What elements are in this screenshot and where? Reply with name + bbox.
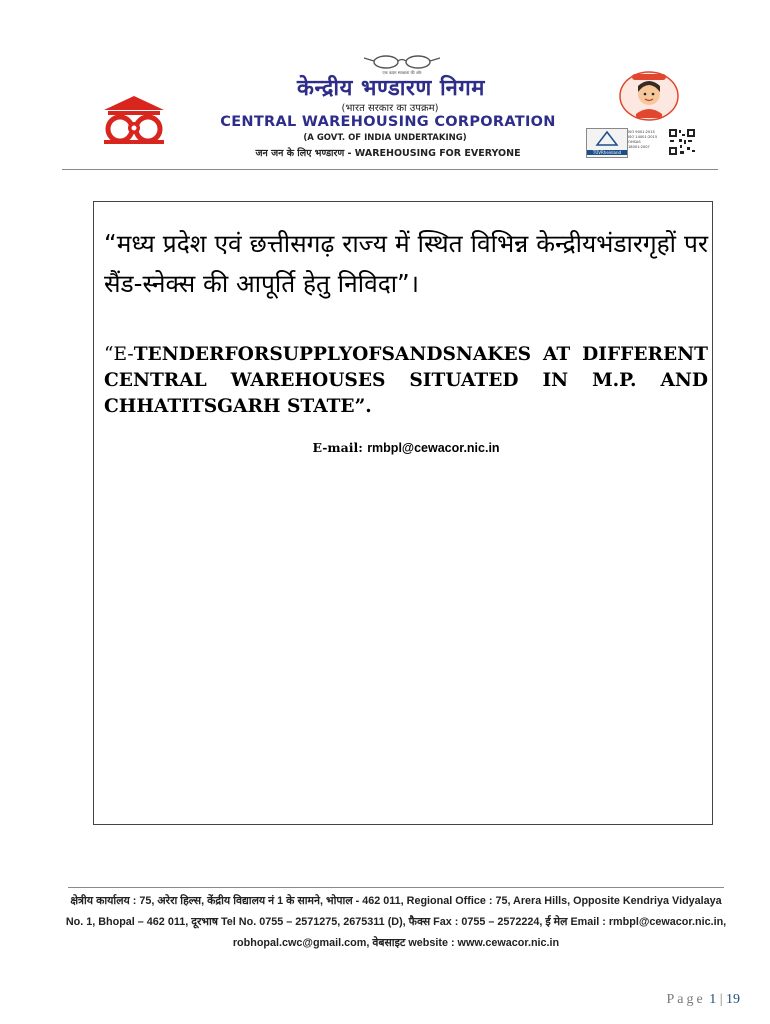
cwc-logo-icon — [98, 94, 170, 146]
email-label: E-mail: — [312, 440, 363, 455]
org-tagline: जन जन के लिए भण्डारण - WAREHOUSING FOR EVERYONE — [255, 148, 521, 159]
iso-line: ISO 9001:2015 — [628, 130, 655, 134]
emblem-caption: एक कदम स्वच्छता की ओर — [382, 70, 422, 75]
iso-line: OHSAS — [628, 140, 641, 144]
page-number — [600, 992, 740, 1008]
letterhead — [0, 0, 770, 172]
tuv-label: TÜVRheinland — [587, 150, 627, 155]
regional-office-address — [64, 891, 728, 954]
tuv-certification-badge — [586, 128, 628, 158]
page-word: Page — [666, 992, 706, 1007]
iso-line: 18001:2007 — [628, 145, 650, 149]
iso-line: ISO 14001:2015 — [628, 135, 658, 139]
footer-divider — [68, 887, 724, 888]
hindi-tender-title: “मध्य प्रदेश एवं छत्तीसगढ़ राज्य में स्थित विभिन्न केन्द्रीयभंडारगृहों पर सैंड-स्नेक्स की आपूर्ति हेतु निविदा”। — [104, 229, 708, 298]
english-org-subtitle: (A GOVT. OF INDIA UNDERTAKING) — [303, 133, 467, 143]
iso-certification-list — [628, 130, 666, 150]
beti-bachao-mascot-icon — [618, 70, 680, 122]
footer-line: No. 1, Bhopal – 462 011, दूरभाष Tel No. 0755 – 2571275, 2675311 (D), फैक्स Fax : 0755 – 2572224, ई मेल Email : rmbpl@cewacor.nic.in, — [65, 916, 727, 928]
english-tender-title — [104, 342, 708, 420]
english-title-body: TENDERFORSUPPLYOFSANDSNAKES AT DIFFERENT CENTRAL WAREHOUSES SITUATED IN M.P. AND CHHATITSGARH STATE”. — [104, 344, 708, 417]
contact-email-line — [104, 440, 708, 455]
footer-line: क्षेत्रीय कार्यालय : 75, अरेरा हिल्स, केंद्रीय विद्यालय नं 1 के सामने, भोपाल - 462 011, Regional Office : 75, Arera Hills, Opposite Kendriya Vidyalaya — [70, 895, 722, 907]
hindi-org-name: केन्द्रीय भण्डारण निगम — [297, 76, 485, 101]
tuv-triangle-icon — [587, 129, 627, 147]
qr-code-icon — [668, 128, 696, 156]
english-org-name: CENTRAL WAREHOUSING CORPORATION — [220, 114, 556, 130]
glasses-icon — [356, 54, 448, 70]
page-separator: | — [719, 992, 723, 1007]
hindi-org-subtitle: (भारत सरकार का उपक्रम) — [341, 103, 439, 114]
footer-line: robhopal.cwc@gmail.com, वेबसाइट website : www.cewacor.nic.in — [232, 937, 560, 949]
header-divider — [62, 169, 718, 170]
total-pages: 19 — [726, 992, 740, 1007]
email-address-link[interactable]: rmbpl@cewacor.nic.in — [367, 441, 500, 455]
current-page: 1 — [709, 992, 717, 1007]
english-title-prefix: “E- — [104, 344, 134, 365]
